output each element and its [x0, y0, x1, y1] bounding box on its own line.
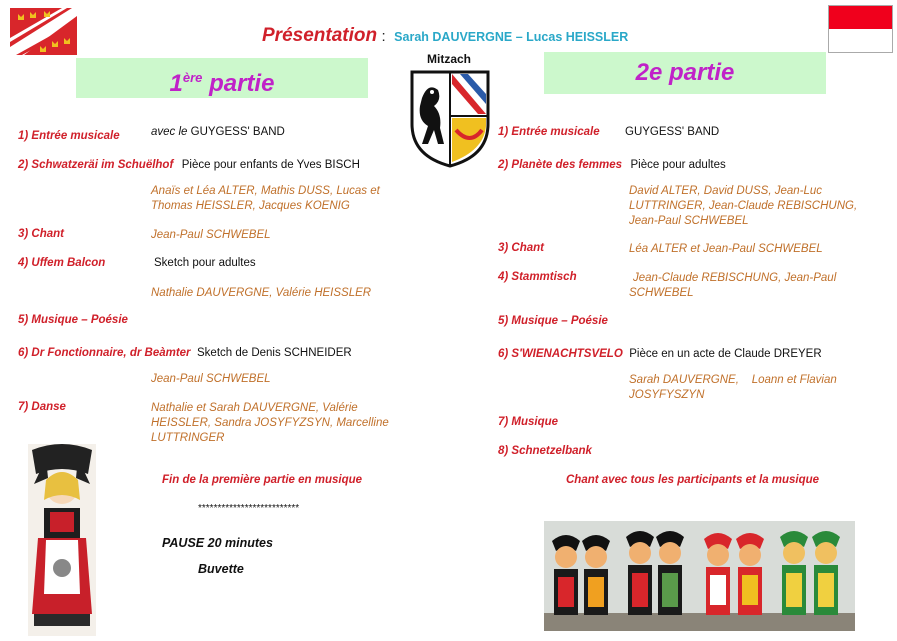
part2-item-4-cast: Jean-Claude REBISCHUNG, Jean-Paul SCHWEBEL — [629, 272, 837, 299]
part2-item-5: 5) Musique – Poésie — [498, 315, 608, 327]
part2-end-text: Chant avec tous les participants et la musique — [566, 474, 820, 486]
part1-item-6: 6) Dr Fonctionnaire, dr Beàmter Sketch de Denis SCHNEIDER — [18, 347, 352, 359]
part2-item-1: 1) Entrée musicale — [498, 126, 600, 138]
part1-item-7-cast: Nathalie et Sarah DAUVERGNE, Valérie HEISSLER, Sandra JOSYFYZSYN, Marcelline LUTTRINGER — [151, 402, 389, 444]
alsatian-dolls-image — [544, 521, 855, 631]
part2-item-3-cast: Léa ALTER et Jean-Paul SCHWEBEL — [629, 243, 823, 255]
part1-item-5: 5) Musique – Poésie — [18, 314, 128, 326]
part1-item-2-cast: Anaïs et Léa ALTER, Mathis DUSS, Lucas et Thomas HEISSLER, Jacques KOENIG — [151, 185, 380, 212]
part1-item-2: 2) Schwatzeräi im Schuëlhof Pièce pour enfants de Yves BISCH — [18, 159, 360, 171]
part2-banner: 2e partie — [544, 52, 826, 94]
part1-item-3-cast: Jean-Paul SCHWEBEL — [151, 229, 271, 241]
buvette-text: Buvette — [198, 562, 244, 576]
presenters: Sarah DAUVERGNE – Lucas HEISSLER — [394, 30, 629, 44]
part2-item-6: 6) S'WIENACHTSVELO Pièce en un acte de Claude DREYER — [498, 348, 822, 360]
part2-item-2: 2) Planète des femmes Pièce pour adultes — [498, 159, 726, 171]
part2-item-2-cast: David ALTER, David DUSS, Jean-Luc LUTTRINGER, Jean-Claude REBISCHUNG, Jean-Paul SCHWEBEL — [629, 185, 858, 227]
title-colon: : — [381, 28, 386, 45]
part1-item-4-desc: Sketch pour adultes — [154, 257, 256, 269]
town-name: Mitzach — [427, 52, 472, 66]
alsatian-girl-image — [28, 444, 96, 636]
part2-item-7: 7) Musique — [498, 416, 559, 428]
part1-item-6-cast: Jean-Paul SCHWEBEL — [151, 373, 271, 385]
part2-item-1-desc: GUYGESS' BAND — [625, 126, 720, 138]
part2-item-4: 4) Stammtisch — [498, 271, 577, 283]
part1-banner: 1ère partie — [76, 58, 368, 98]
part1-stars: ************************** — [198, 503, 300, 514]
pause-text: PAUSE 20 minutes — [162, 536, 273, 550]
part2-item-6-cast: Sarah DAUVERGNE, Loann et Flavian JOSYFYSZYN — [629, 374, 840, 401]
red-white-flag-icon — [828, 5, 893, 53]
part1-item-3: 3) Chant — [18, 228, 64, 240]
page-title: Présentation — [262, 25, 378, 46]
part1-item-7: 7) Danse — [18, 401, 66, 413]
part2-item-3: 3) Chant — [498, 242, 544, 254]
part1-item-1: 1) Entrée musicale avec le GUYGESS' BAND — [18, 126, 285, 142]
header — [262, 25, 628, 47]
part1-end-text: Fin de la première partie en musique — [162, 474, 363, 486]
alsace-flag-icon — [10, 8, 77, 55]
part1-item-4: 4) Uffem Balcon — [18, 257, 106, 269]
coat-of-arms-icon — [408, 68, 492, 168]
part1-item-4-cast: Nathalie DAUVERGNE, Valérie HEISSLER — [151, 287, 372, 299]
part2-item-8: 8) Schnetzelbank — [498, 445, 592, 457]
